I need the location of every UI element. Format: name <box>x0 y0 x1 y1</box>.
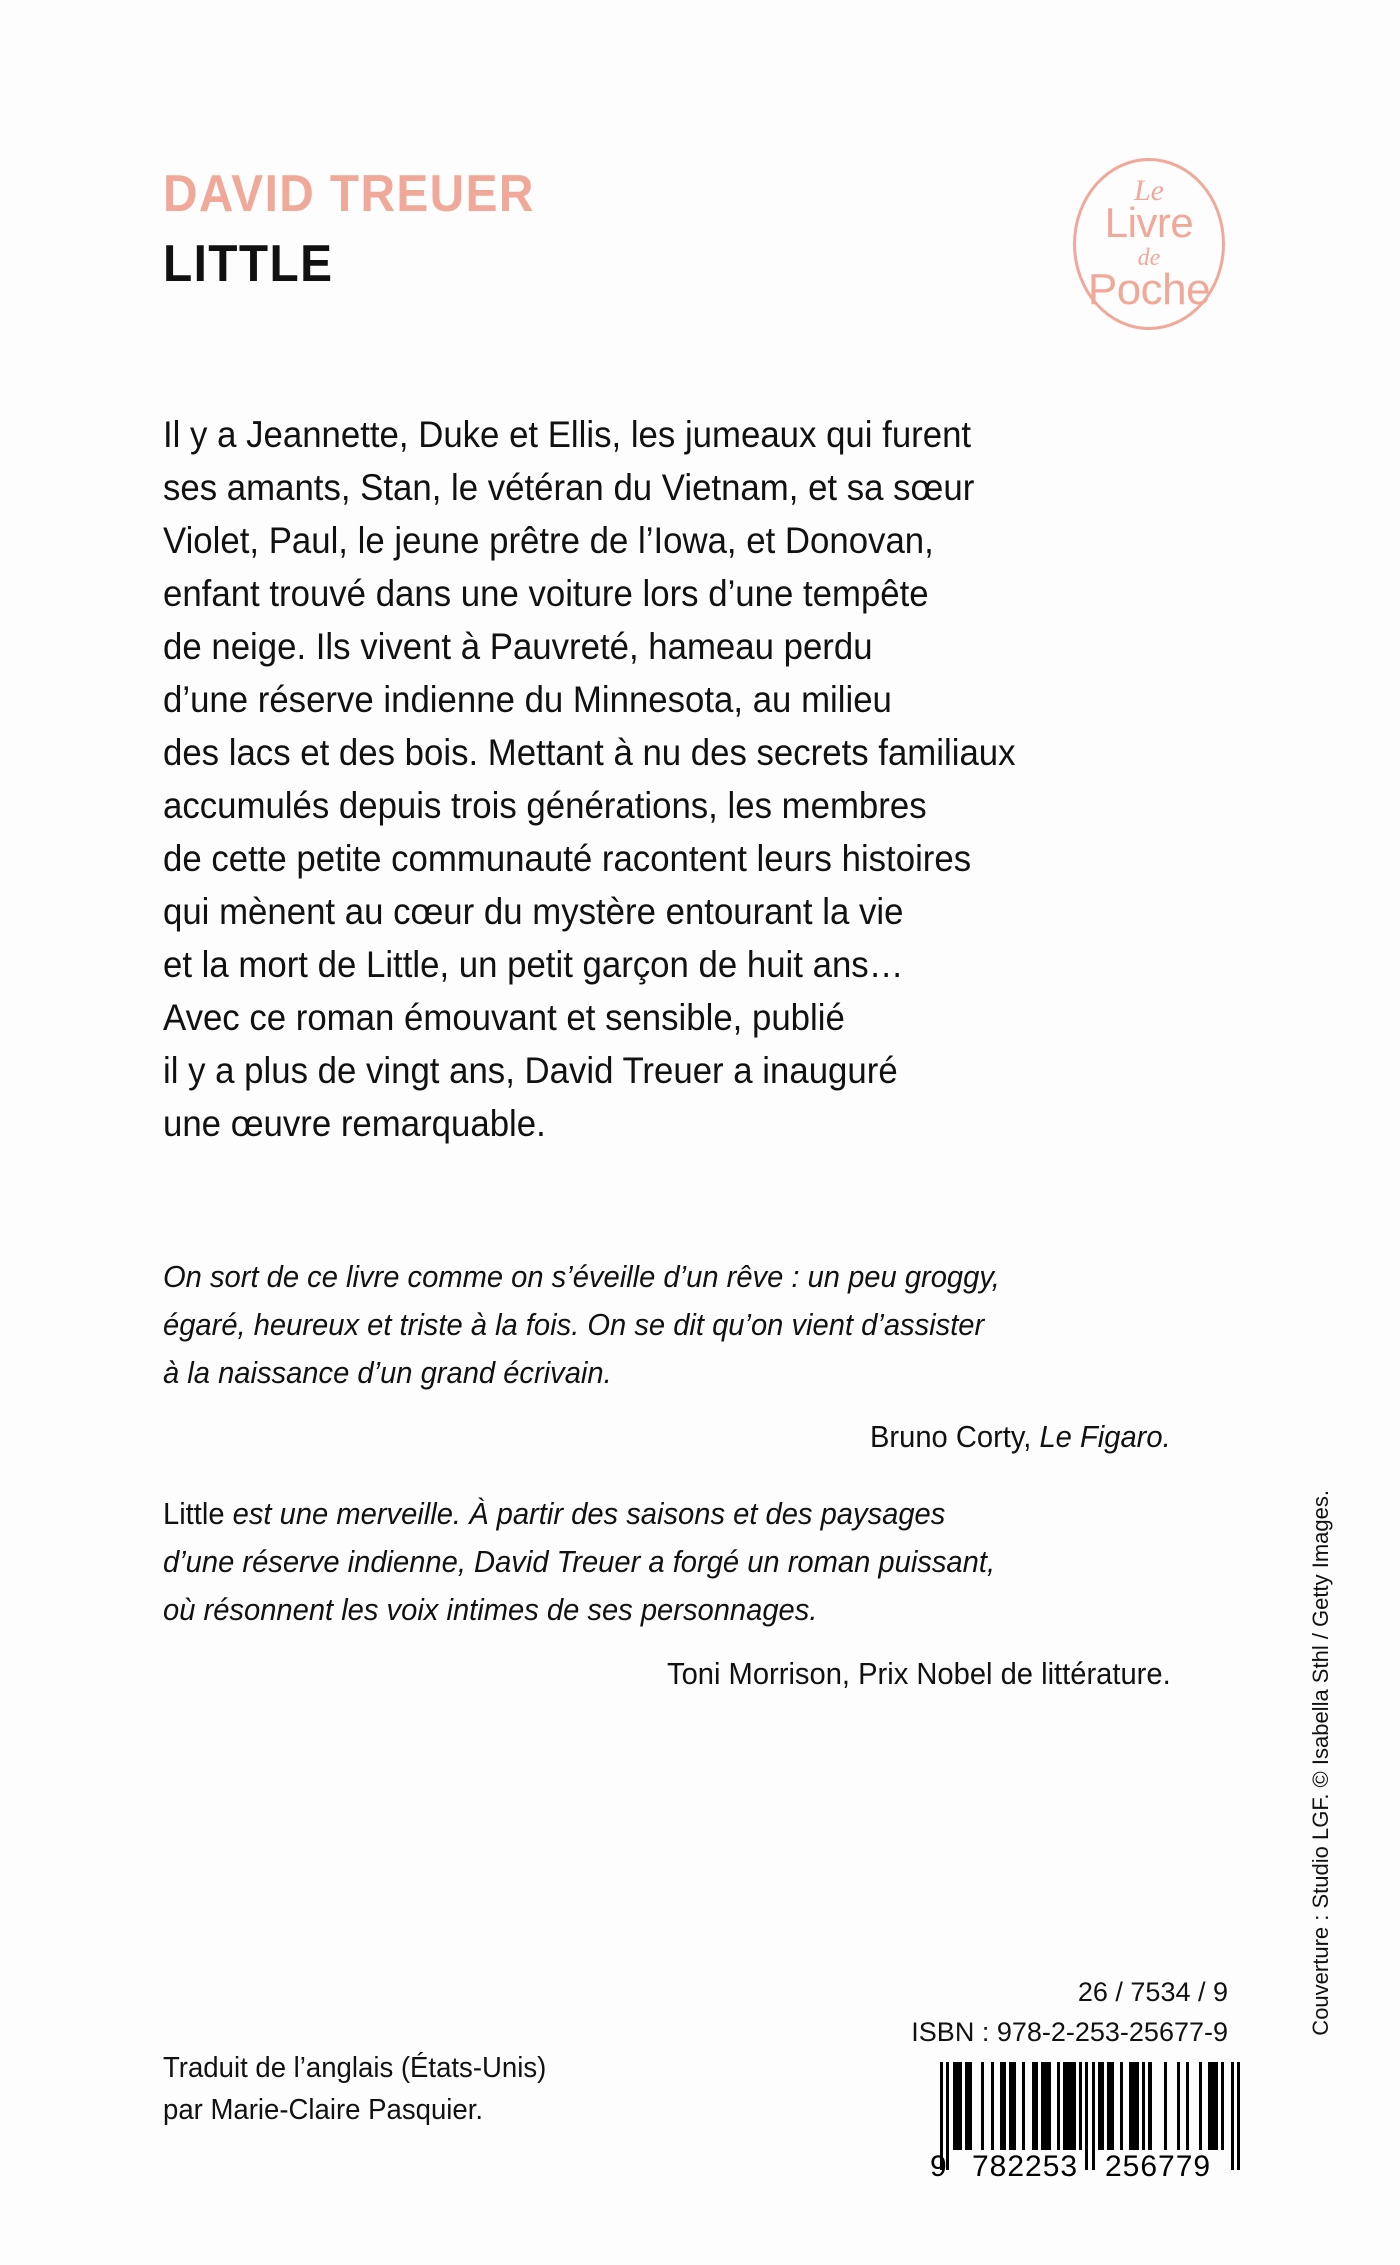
blurb-line: il y a plus de vingt ans, David Treuer a inauguré <box>163 1050 898 1091</box>
quote-line: où résonnent les voix intimes de ses personnages. <box>163 1592 818 1627</box>
translator-line-1: Traduit de l’anglais (États-Unis) <box>163 2052 547 2084</box>
catalog-code: 26 / 7534 / 9 <box>1077 1977 1228 2007</box>
blurb-line: Il y a Jeannette, Duke et Ellis, les jumeaux qui furent <box>163 414 972 455</box>
blurb-line: enfant trouvé dans une voiture lors d’une tempête <box>163 573 929 614</box>
quote-attribution <box>163 1413 1188 1461</box>
ean13-barcode <box>930 2062 1240 2197</box>
quote-line: On sort de ce livre comme on s’éveille d’un rêve : un peu groggy, <box>163 1259 1000 1294</box>
blurb-line: Avec ce roman émouvant et sensible, publié <box>163 997 845 1038</box>
quote-attribution: Toni Morrison, Prix Nobel de littérature. <box>667 1656 1171 1691</box>
book-title: LITTLE <box>163 235 334 293</box>
attribution-publication: Le Figaro. <box>1039 1419 1171 1454</box>
quote-line <box>163 1490 1188 1538</box>
logo-text-poche: Poche <box>1087 265 1211 314</box>
logo-text-de: de <box>1137 245 1161 271</box>
barcode-lead-digit: 9 <box>930 2150 948 2183</box>
translator-credit <box>163 2047 546 2131</box>
isbn-number: ISBN : 978-2-253-25677-9 <box>911 2017 1228 2047</box>
blurb-paragraph <box>163 408 1169 1150</box>
blurb-line: d’une réserve indienne du Minnesota, au milieu <box>163 679 892 720</box>
quote-line-rest: est une merveille. À partir des saisons et des paysages <box>224 1496 946 1531</box>
blurb-line: de neige. Ils vivent à Pauvreté, hameau perdu <box>163 626 873 667</box>
blurb-line: ses amants, Stan, le vétéran du Vietnam, et sa sœur <box>163 467 975 508</box>
quote-lead-title: Little <box>163 1496 225 1531</box>
attribution-person: Bruno Corty, <box>869 1419 1040 1454</box>
blurb-line: et la mort de Little, un petit garçon de huit ans… <box>163 944 904 985</box>
cover-header <box>163 165 963 293</box>
press-quote-morrison <box>163 1490 1188 1698</box>
blurb-line: Violet, Paul, le jeune prêtre de l’Iowa, et Donovan, <box>163 520 934 561</box>
barcode-left-group: 782253 <box>972 2150 1079 2183</box>
blurb-line: des lacs et des bois. Mettant à nu des secrets familiaux <box>163 732 1016 773</box>
blurb-line: de cette petite communauté racontent leurs histoires <box>163 838 972 879</box>
blurb-line: accumulés depuis trois générations, les membres <box>163 785 927 826</box>
quote-line: à la naissance d’un grand écrivain. <box>163 1355 612 1390</box>
logo-text-le: Le <box>1134 174 1164 207</box>
identifier-block <box>911 1972 1228 2052</box>
blurb-line: une œuvre remarquable. <box>163 1103 546 1144</box>
barcode-right-group: 256779 <box>1105 2150 1212 2183</box>
author-name: DAVID TREUER <box>163 165 535 223</box>
logo-text-livre: Livre <box>1104 199 1194 246</box>
press-quote-figaro <box>163 1253 1188 1461</box>
translator-line-2: par Marie-Claire Pasquier. <box>163 2094 484 2126</box>
blurb-line: qui mènent au cœur du mystère entourant la vie <box>163 891 904 932</box>
cover-photo-credit: Couverture : Studio LGF. © Isabella Sthl / Getty Images. <box>1308 1490 1333 2036</box>
publisher-logo <box>1073 158 1225 330</box>
quote-line: égaré, heureux et triste à la fois. On se dit qu’on vient d’assister <box>163 1307 985 1342</box>
quote-line: d’une réserve indienne, David Treuer a forgé un roman puissant, <box>163 1544 996 1579</box>
